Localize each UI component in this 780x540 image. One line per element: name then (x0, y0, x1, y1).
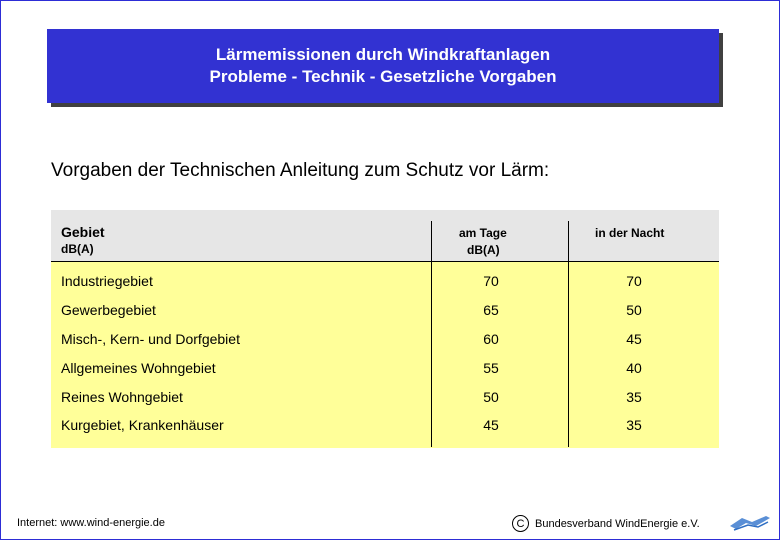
cell-night: 50 (626, 302, 642, 318)
header-day: am Tage (459, 226, 507, 240)
cell-day: 50 (483, 389, 499, 405)
section-heading: Vorgaben der Technischen Anleitung zum Schutz vor Lärm: (51, 160, 550, 181)
cell-night: 40 (626, 360, 642, 376)
header-night: in der Nacht (595, 226, 665, 240)
cell-day: 60 (483, 331, 499, 347)
title-line-2: Probleme - Technik - Gesetzliche Vorgaben (209, 67, 557, 86)
footer-copyright (512, 515, 700, 532)
title-banner (47, 29, 719, 103)
table-row (51, 331, 719, 360)
table-body (51, 261, 719, 448)
noise-limits-table (51, 210, 719, 448)
cell-area: Reines Wohngebiet (61, 389, 183, 405)
header-area-unit: dB(A) (61, 242, 94, 256)
cell-day: 45 (483, 417, 499, 433)
wind-logo-icon (728, 512, 772, 532)
title-line-1: Lärmemissionen durch Windkraftanlagen (215, 45, 551, 64)
cell-day: 65 (483, 302, 499, 318)
cell-night: 70 (626, 273, 642, 289)
cell-night: 35 (626, 389, 642, 405)
column-divider-2 (568, 221, 569, 447)
footer-website: Internet: www.wind-energie.de (17, 517, 165, 529)
cell-day: 70 (483, 273, 499, 289)
footer-organization: Bundesverband WindEnergie e.V. (535, 517, 700, 530)
column-divider-1 (431, 221, 432, 447)
header-day-unit: dB(A) (467, 243, 500, 257)
table-row (51, 302, 719, 331)
cell-area: Misch-, Kern- und Dorfgebiet (61, 331, 240, 347)
copyright-icon: C (512, 515, 529, 532)
table-row (51, 273, 719, 302)
table-row (51, 360, 719, 389)
table-row (51, 389, 719, 418)
cell-area: Gewerbegebiet (61, 302, 156, 318)
cell-area: Industriegebiet (61, 273, 153, 289)
cell-night: 35 (626, 417, 642, 433)
table-row (51, 417, 719, 446)
table-header (51, 210, 719, 261)
cell-day: 55 (483, 360, 499, 376)
header-divider (51, 261, 719, 262)
cell-night: 45 (626, 331, 642, 347)
header-area: Gebiet (61, 224, 105, 240)
cell-area: Allgemeines Wohngebiet (61, 360, 216, 376)
cell-area: Kurgebiet, Krankenhäuser (61, 417, 224, 433)
